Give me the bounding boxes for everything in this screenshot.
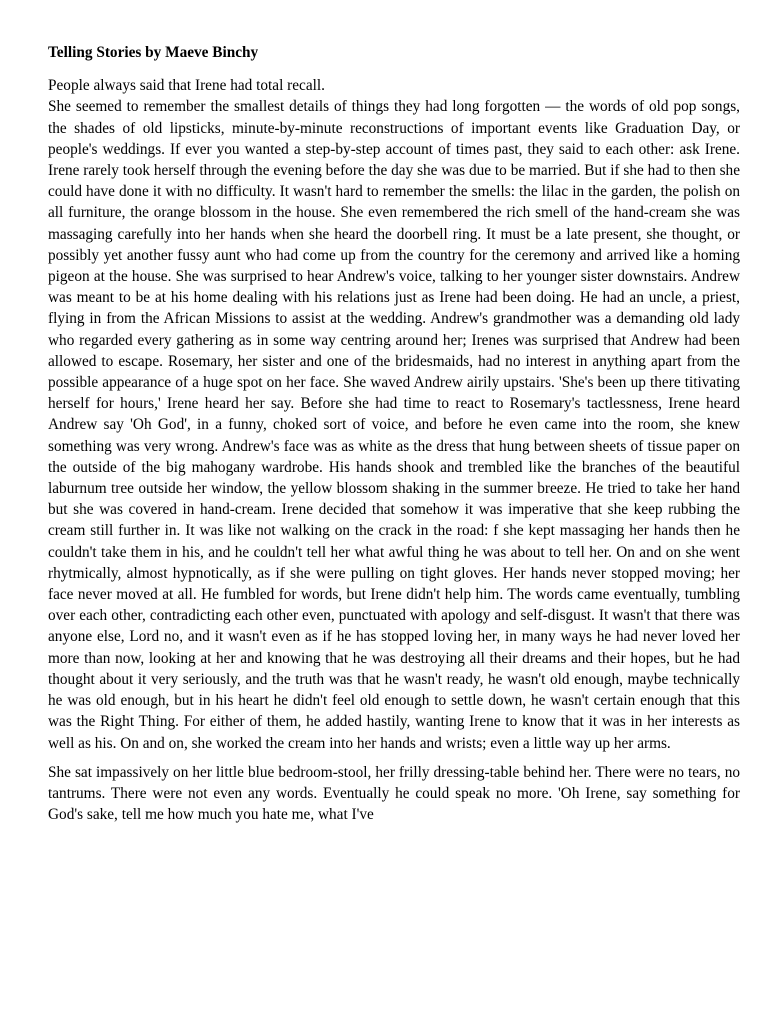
document-title: Telling Stories by Maeve Binchy (48, 44, 259, 61)
document-page (48, 42, 740, 825)
paragraph-main: She seemed to remember the smallest details of things they had long forgotten — the words of old pop songs, the shades of old lipsticks, minute-by-minute reconstructions of important events like Graduation Day, or people's weddings. If ever you wanted a step-by-step account of times past, they said to each other: ask Irene. Irene rarely took herself through the evening before the day she was due to be married. But if she had to then she could have done it with no difficulty. It wasn't hard to remember the smells: the lilac in the garden, the polish on all furniture, the orange blossom in the house. She even remembered the rich smell of the hand-cream she was massaging carefully into her hands when she heard the doorbell ring. It must be a late present, she thought, or possibly yet another fussy aunt who had come up from the country for the ceremony and arrived like a homing pigeon at the house. She was surprised to hear Andrew's voice, talking to her younger sister downstairs. Andrew was meant to be at his home dealing with his relations just as Irene had been doing. He had an uncle, a priest, flying in from the African Missions to assist at the wedding. Andrew's grandmother was a demanding old lady who regarded every gathering as in some way centring around her; Irenes was surprised that Andrew had been allowed to escape. Rosemary, her sister and one of the bridesmaids, had no interest in anything apart from the possible appearance of a huge spot on her face. She waved Andrew airily upstairs. 'She's been up there titivating herself for hours,' Irene heard her say. Before she had time to react to Rosemary's tactlessness, Irene heard Andrew say 'Oh God', in a funny, choked sort of voice, and before he even came into the room, she knew something was very wrong. Andrew's face was as white as the dress that hung between sheets of tissue paper on the outside of the big mahogany wardrobe. His hands shook and trembled like the branches of the beautiful laburnum tree outside her window, the yellow blossom shaking in the summer breeze. He tried to take her hand but she was covered in hand-cream. Irene decided that somehow it was imperative that she keep rubbing the cream still further in. It was like not walking on the crack in the road: f she kept massaging her hands then he couldn't take them in his, and he couldn't tell her what awful thing he was about to tell her. On and on she went rhytmically, almost hypnotically, as if she were pulling on tight gloves. Her hands never stopped moving; her face never moved at all. He fumbled for words, but Irene didn't help him. The words came eventually, tumbling over each other, contradicting each other even, punctuated with apology and self-disgust. It wasn't that there was anyone else, Lord no, and it wasn't even as if he has stopped loving her, in many ways he had never loved her more than now, looking at her and knowing that he was destroying all their dreams and their hopes, but he had thought about it very seriously, and the truth was that he wasn't ready, he wasn't old enough, maybe technically he was old enough, but in his heart he didn't feel old enough to settle down, he wasn't certain enough that this was the Right Thing. For either of them, he added hastily, wanting Irene to know that it was in her interests as well as his. On and on, she worked the cream into her hands and wrists; even a little way up her arms. (48, 98, 740, 752)
paragraph-opening: People always said that Irene had total recall. (48, 77, 325, 95)
paragraph-stool: She sat impassively on her little blue bedroom-stool, her frilly dressing-table behind her. There were no tears, no tantrums. There were not even any words. Eventually he could speak no more. 'Oh Irene, say something for God's sake, tell me how much you hate me, what I've (48, 763, 740, 824)
